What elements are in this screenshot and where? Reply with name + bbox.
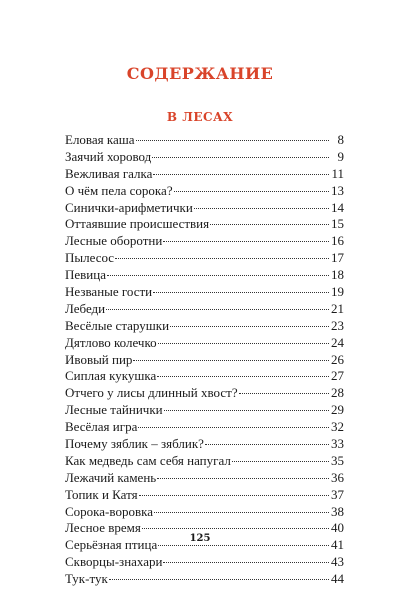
toc-entry (65, 554, 344, 571)
toc-entry (65, 352, 344, 369)
toc-entry-title: Топик и Катя (65, 486, 138, 502)
toc-entry-page: 29 (331, 402, 344, 418)
dot-leader (106, 309, 329, 310)
toc-entry (65, 132, 344, 149)
dot-leader (210, 224, 329, 225)
toc-entry-title: Заячий хоровод (65, 148, 152, 164)
toc-entry-page: 28 (331, 385, 344, 401)
toc-entry-page: 33 (331, 436, 344, 452)
dot-leader (153, 174, 329, 175)
dot-leader (205, 444, 329, 445)
toc-entry-title: Ивовый пир (65, 351, 133, 367)
toc-entry-page: 15 (331, 216, 344, 232)
section-title: В ЛЕСАХ (166, 110, 234, 124)
page-title: СОДЕРЖАНИЕ (126, 64, 274, 83)
toc-entry-page: 18 (331, 267, 344, 283)
toc-entry-page: 17 (331, 250, 344, 266)
toc-entry-page: 19 (331, 284, 344, 300)
toc-entry-title: Лесные оборотни (65, 233, 163, 249)
dot-leader (115, 258, 329, 259)
dot-leader (138, 427, 329, 428)
toc-entry (65, 166, 344, 183)
dot-leader (109, 579, 329, 580)
toc-entry-page: 23 (331, 317, 344, 333)
toc-entry (65, 149, 344, 166)
page-number: 125 (189, 533, 211, 544)
toc-entry (65, 504, 344, 521)
toc-entry-title: Лебеди (65, 300, 106, 316)
toc-entry (65, 385, 344, 402)
toc-entry-title: Дятлово колечко (65, 334, 157, 350)
dot-leader (174, 191, 329, 192)
toc-entry (65, 318, 344, 335)
dot-leader (164, 410, 329, 411)
dot-leader (153, 292, 329, 293)
toc-entry-title: Лесное время (65, 520, 141, 536)
toc-entry-page: 32 (331, 419, 344, 435)
toc-entry-page: 37 (331, 486, 344, 502)
dot-leader (139, 495, 329, 496)
dot-leader (133, 360, 329, 361)
toc-entry-title: Как медведь сам себя напугал (65, 452, 231, 468)
toc-entry-title: Сорока-воровка (65, 503, 153, 519)
toc-entry-title: Синички-арифметички (65, 199, 193, 215)
toc-entry (65, 368, 344, 385)
toc-entry-title: Скворцы-знахари (65, 554, 163, 570)
toc-entry-title: Оттаявшие происшествия (65, 216, 210, 232)
toc-entry-page: 9 (337, 148, 344, 164)
toc-entry-page: 13 (331, 182, 344, 198)
toc-entry-title: Лежачий камень (65, 469, 157, 485)
toc-entry (65, 453, 344, 470)
toc-entry-title: Весёлая игра (65, 419, 138, 435)
toc-entry-page: 43 (331, 554, 344, 570)
toc-entry-title: Весёлые старушки (65, 317, 170, 333)
toc-entry (65, 335, 344, 352)
dot-leader (239, 393, 329, 394)
toc-entry-page: 21 (331, 300, 344, 316)
dot-leader (107, 275, 329, 276)
toc-entry-title: Тук-тук (65, 571, 108, 587)
toc-entry-title: Серьёзная птица (65, 537, 158, 553)
toc-entry (65, 487, 344, 504)
table-of-contents (65, 132, 344, 588)
toc-entry (65, 233, 344, 250)
dot-leader (136, 140, 329, 141)
dot-leader (163, 241, 329, 242)
toc-entry (65, 571, 344, 588)
toc-entry (65, 470, 344, 487)
dot-leader (158, 343, 329, 344)
toc-entry-title: Почему зяблик – зяблик? (65, 436, 204, 452)
toc-entry-page: 24 (331, 334, 344, 350)
toc-entry (65, 267, 344, 284)
toc-entry-page: 26 (331, 351, 344, 367)
toc-entry (65, 200, 344, 217)
toc-entry-title: Незваные гости (65, 284, 153, 300)
toc-entry-page: 41 (331, 537, 344, 553)
dot-leader (170, 326, 329, 327)
toc-entry-title: Лесные тайнички (65, 402, 163, 418)
toc-entry-title: Певица (65, 267, 106, 283)
dot-leader (154, 512, 329, 513)
toc-entry-title: Отчего у лисы длинный хвост? (65, 385, 238, 401)
toc-entry-title: Сиплая кукушка (65, 368, 157, 384)
dot-leader (157, 478, 329, 479)
toc-entry-page: 16 (331, 233, 344, 249)
toc-entry (65, 402, 344, 419)
toc-entry-title: Пылесос (65, 250, 115, 266)
toc-entry-page: 44 (331, 571, 344, 587)
toc-entry-page: 8 (337, 132, 344, 147)
dot-leader (152, 157, 329, 158)
toc-entry-title: О чём пела сорока? (65, 182, 173, 198)
toc-entry-title: Еловая каша (65, 132, 135, 147)
dot-leader (142, 528, 329, 529)
toc-entry-page: 35 (331, 452, 344, 468)
dot-leader (232, 461, 329, 462)
toc-entry (65, 301, 344, 318)
toc-entry-page: 11 (331, 165, 344, 181)
toc-entry (65, 183, 344, 200)
toc-entry-page: 38 (331, 503, 344, 519)
toc-entry (65, 284, 344, 301)
toc-entry (65, 436, 344, 453)
toc-entry-page: 27 (331, 368, 344, 384)
toc-entry-title: Вежливая галка (65, 165, 153, 181)
toc-entry-page: 36 (331, 469, 344, 485)
dot-leader (163, 562, 329, 563)
dot-leader (157, 376, 329, 377)
toc-entry (65, 216, 344, 233)
toc-entry-page: 14 (331, 199, 344, 215)
toc-entry (65, 250, 344, 267)
toc-entry (65, 419, 344, 436)
dot-leader (194, 208, 329, 209)
toc-entry-page: 40 (331, 520, 344, 536)
dot-leader (158, 545, 329, 546)
